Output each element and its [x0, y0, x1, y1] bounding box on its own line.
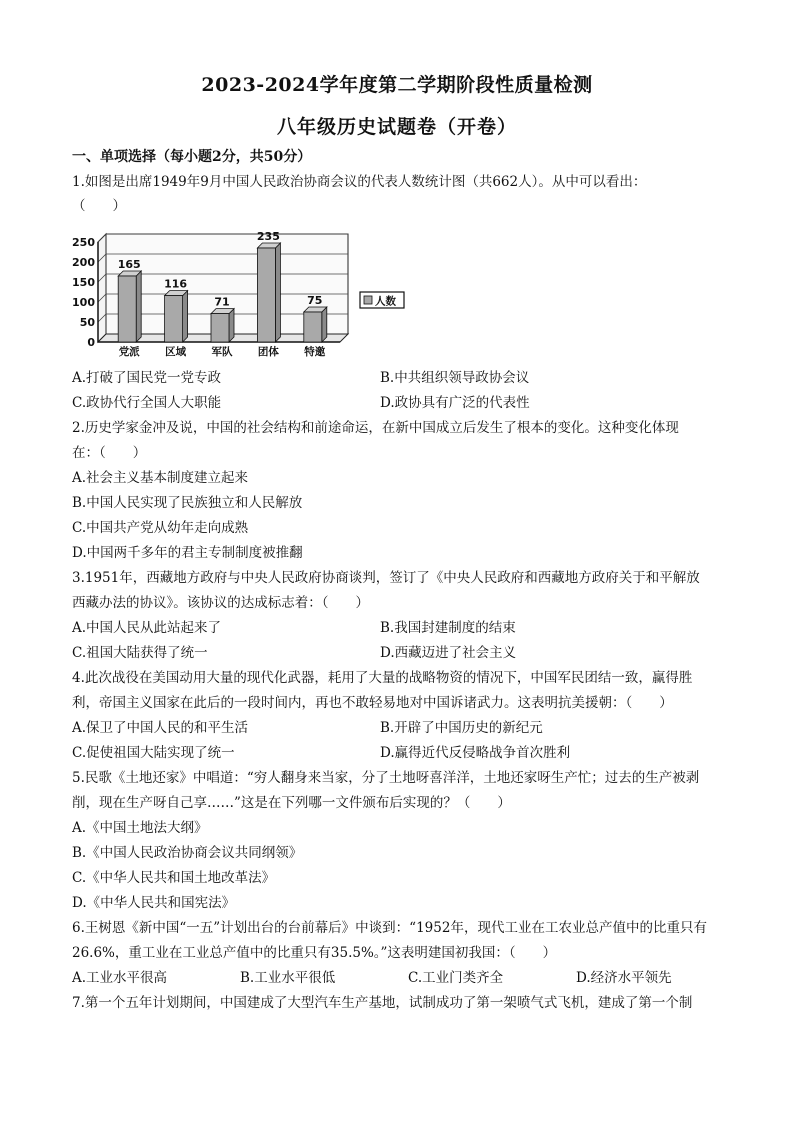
exam-subtitle: 八年级历史试题卷（开卷） — [276, 116, 517, 138]
bar — [165, 296, 183, 342]
q1-stem: 1.如图是出席1949年9月中国人民政治协商会议的代表人数统计图（共662人）。从中可以看出： — [72, 174, 647, 190]
y-tick-label: 50 — [79, 316, 95, 329]
q6-option-b[interactable]: B.工业水平很低 — [240, 970, 336, 986]
y-tick-label: 0 — [87, 336, 95, 349]
y-tick-label: 200 — [72, 256, 95, 269]
q2-option-a[interactable]: A.社会主义基本制度建立起来 — [72, 470, 249, 486]
bar-side — [322, 307, 327, 342]
exam-title: 2023-2024学年度第二学期阶段性质量检测 — [201, 74, 593, 96]
q2-option-b[interactable]: B.中国人民实现了民族独立和人民解放 — [72, 495, 303, 511]
x-tick-label: 团体 — [257, 346, 279, 358]
y-tick-label: 250 — [72, 236, 95, 249]
q3-option-c[interactable]: C.祖国大陆获得了统一 — [72, 645, 208, 661]
q3-option-a[interactable]: A.中国人民从此站起来了 — [72, 620, 222, 636]
x-tick-label: 区域 — [165, 346, 187, 358]
q3-option-b[interactable]: B.我国封建制度的结束 — [380, 620, 516, 636]
q4-option-a[interactable]: A.保卫了中国人民的和平生活 — [72, 720, 249, 736]
q5-stem-1: 5.民歌《土地还家》中唱道：“穷人翻身来当家，分了土地呀喜洋洋，土地还家呀生产忙；过去的生产被剥 — [72, 770, 700, 786]
bar-value-label: 235 — [256, 230, 280, 243]
legend-label: 人数 — [375, 295, 396, 308]
q4-option-c[interactable]: C.促使祖国大陆实现了统一 — [72, 745, 235, 761]
section-heading: 一、单项选择（每小题2分，共50分） — [72, 149, 312, 165]
bar — [211, 314, 229, 342]
q6-options — [72, 968, 732, 988]
q1-paren: （ ） — [72, 198, 126, 214]
q6-stem-2: 26.6%，重工业在工业总产值中的比重只有35.5%。”这表明建国初我国：（ ） — [72, 945, 557, 961]
q2-stem-1: 2.历史学家金冲及说，中国的社会结构和前途命运，在新中国成立后发生了根本的变化。这种变化体现 — [72, 420, 679, 436]
q4-option-b[interactable]: B.开辟了中国历史的新纪元 — [380, 720, 543, 736]
q1-options — [72, 368, 732, 388]
legend-swatch — [364, 296, 372, 304]
bar-side — [183, 291, 188, 342]
bar-value-label: 71 — [214, 295, 230, 309]
q1-option-c[interactable]: C.政协代行全国人大职能 — [72, 395, 222, 411]
q1-option-d[interactable]: D.政协具有广泛的代表性 — [380, 395, 530, 411]
y-tick-label: 150 — [72, 276, 95, 289]
q3-option-d[interactable]: D.西藏迈进了社会主义 — [380, 645, 517, 661]
q3-options-2 — [72, 643, 732, 663]
q1-options-2 — [72, 393, 732, 413]
bar — [118, 276, 136, 342]
q3-stem-1: 3.1951年，西藏地方政府与中央人民政府协商谈判，签订了《中央人民政府和西藏地方政府关于和平解放 — [72, 570, 700, 586]
q4-stem-1: 4.此次战役在美国动用大量的现代化武器，耗用了大量的战略物资的情况下，中国军民团结一致，赢得胜 — [72, 670, 693, 686]
q6-option-d[interactable]: D.经济水平领先 — [576, 970, 672, 986]
q5-option-a[interactable]: A.《中国土地法大纲》 — [72, 820, 208, 836]
bar-side — [229, 309, 234, 342]
q5-stem-2: 削，现在生产呀自己享……”这是在下列哪一文件颁布后实现的？（ ） — [72, 795, 511, 811]
q3-stem-2: 西藏办法的协议》。该协议的达成标志着：（ ） — [72, 595, 369, 611]
q6-option-c[interactable]: C.工业门类齐全 — [408, 970, 504, 986]
chart-side-wall — [98, 234, 106, 342]
q5-option-c[interactable]: C.《中华人民共和国土地改革法》 — [72, 870, 276, 886]
bar-side — [136, 271, 141, 342]
x-tick-label: 特邀 — [304, 346, 326, 358]
q7-stem-1: 7.第一个五年计划期间，中国建成了大型汽车生产基地，试制成功了第一架喷气式飞机，建成了第一个制 — [72, 995, 693, 1011]
q4-options — [72, 718, 732, 738]
q4-options-2 — [72, 743, 732, 763]
q4-stem-2: 利，帝国主义国家在此后的一段时间内，再也不敢轻易地对中国诉诸武力。这表明抗美援朝：（ ） — [72, 695, 673, 711]
bar — [257, 248, 275, 342]
q5-option-d[interactable]: D.《中华人民共和国宪法》 — [72, 895, 236, 911]
y-tick-label: 100 — [72, 296, 95, 309]
q2-stem-2: 在：（ ） — [72, 445, 147, 461]
x-tick-label: 军队 — [211, 346, 233, 358]
bar — [304, 312, 322, 342]
q2-option-c[interactable]: C.中国共产党从幼年走向成熟 — [72, 520, 249, 536]
q2-option-d[interactable]: D.中国两千多年的君主专制制度被推翻 — [72, 545, 303, 561]
x-tick-label: 党派 — [118, 346, 140, 358]
bar-value-label: 165 — [117, 258, 141, 271]
q1-option-b[interactable]: B.中共组织领导政协会议 — [380, 370, 530, 386]
q1-bar-chart — [72, 226, 396, 358]
q6-option-a[interactable]: A.工业水平很高 — [72, 970, 168, 986]
q6-stem-1: 6.王树恩《新中国“一五”计划出台的台前幕后》中谈到：“1952年，现代工业在工农业总产值中的比重只有 — [72, 920, 707, 936]
q1-option-a[interactable]: A.打破了国民党一党专政 — [72, 370, 222, 386]
bar-value-label: 75 — [307, 294, 323, 307]
bar-side — [275, 243, 280, 342]
q5-option-b[interactable]: B.《中国人民政治协商会议共同纲领》 — [72, 845, 303, 861]
bar-value-label: 116 — [164, 277, 188, 291]
q4-option-d[interactable]: D.赢得近代反侵略战争首次胜利 — [380, 745, 571, 761]
q3-options — [72, 618, 732, 638]
